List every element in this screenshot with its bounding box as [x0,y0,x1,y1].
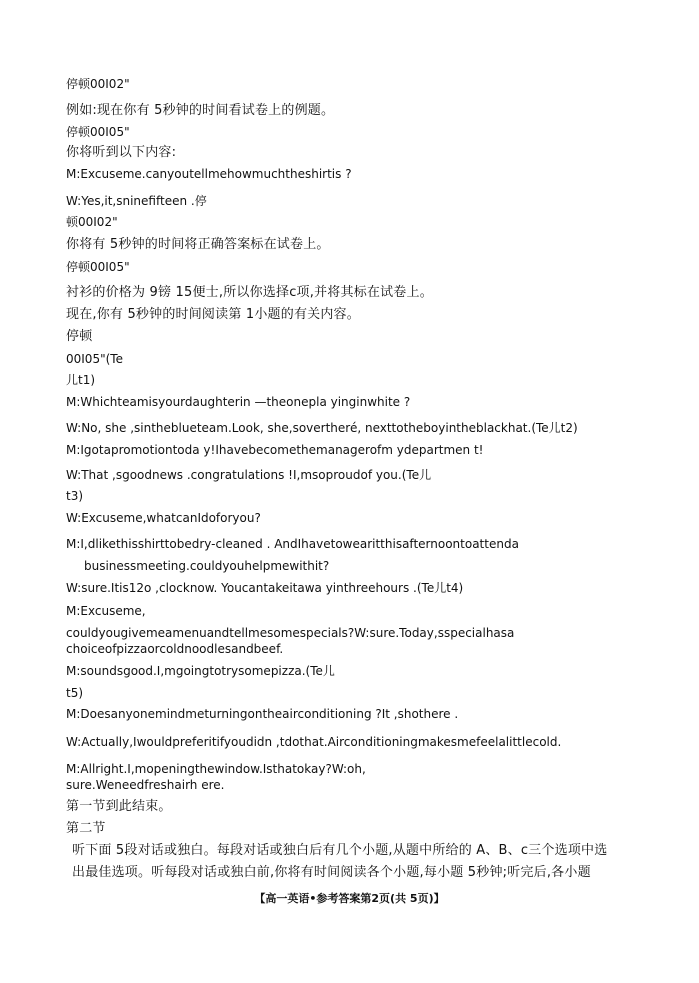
text-line: M:Whichteamisyourdaughterin —theonepla yinginwhite ? [66,395,411,409]
text-line: W:No, she ,sintheblueteam.Look, she,sovertheré, nexttotheboyintheblackhat.(Te儿t2) [66,421,578,435]
text-line: W:Yes,it,sninefifteen .停 [66,194,207,208]
text-line: 停顿00I02" [66,77,130,91]
text-line: M:Excuseme.canyoutellmehowmuchtheshirtis ? [66,167,352,181]
text-line: t3) [66,489,84,503]
text-line: couldyougivemeamenuandtellmesomespecials?W:sure.Today,sspecialhasa [66,626,515,640]
text-line: 现在,你有 5秒钟的时间阅读第 1小题的有关内容。 [66,307,360,322]
text-line: M:Excuseme, [66,604,146,618]
text-line: 儿t1) [66,373,96,387]
text-line: 00I05"(Te [66,352,123,366]
text-line: 衬衫的价格为 9镑 15便士,所以你选择c项,并将其标在试卷上。 [66,285,433,300]
text-line: 停顿00I05" [66,260,130,274]
text-line: 停顿00I05" [66,125,130,139]
text-line: 第一节到此结束。 [66,799,172,814]
text-line: 停顿 [66,329,93,344]
section-heading: 第二节 [66,821,106,836]
text-line: M:Igotapromotiontoda y!Ihavebecomethemanagerofm ydepartmen t! [66,443,484,457]
text-line: M:soundsgood.I,mgoingtotrysomepizza.(Te儿 [66,664,335,678]
text-line: businessmeeting.couldyouhelpmewithit? [84,559,330,573]
text-line: 你将听到以下内容: [66,145,177,160]
text-line: choiceofpizzaorcoldnoodlesandbeef. [66,642,284,656]
text-line: 顿00I02" [66,215,118,229]
text-line: M:Allright.I,mopeningthewindow.Isthatokay?W:oh, [66,762,366,776]
text-line: M:Doesanyonemindmeturningontheairconditioning ?It ,shothere . [66,707,459,721]
text-line: W:sure.Itis12o ,clocknow. Youcantakeitawa yinthreehours .(Te儿t4) [66,581,464,595]
text-line: W:That ,sgoodnews .congratulations !I,msoproudof you.(Te儿 [66,468,432,482]
text-line: sure.Weneedfreshairh ere. [66,778,225,792]
text-line: 你将有 5秒钟的时间将正确答案标在试卷上。 [66,237,330,252]
text-line: t5) [66,686,84,700]
text-line: W:Excuseme,whatcanIdoforyou? [66,511,261,525]
text-line: 例如:现在你有 5秒钟的时间看试卷上的例题。 [66,103,335,118]
text-line: 听下面 5段对话或独白。每段对话或独白后有几个小题,从题中所给的 A、B、c三个选项中选 [72,843,608,858]
text-line: 出最佳选项。听每段对话或独白前,你将有时间阅读各个小题,每小题 5秒钟;听完后,各小题 [72,865,591,880]
page-footer: 【高一英语•参考答案第2页(共 5页)】 [254,892,445,905]
text-line: W:Actually,Iwouldpreferitifyoudidn ,tdothat.Airconditioningmakesmefeelalittlecold. [66,735,562,749]
text-line: M:I,dlikethisshirttobedry-cleaned . AndIhavetowearitthisafternoontoattenda [66,537,519,551]
